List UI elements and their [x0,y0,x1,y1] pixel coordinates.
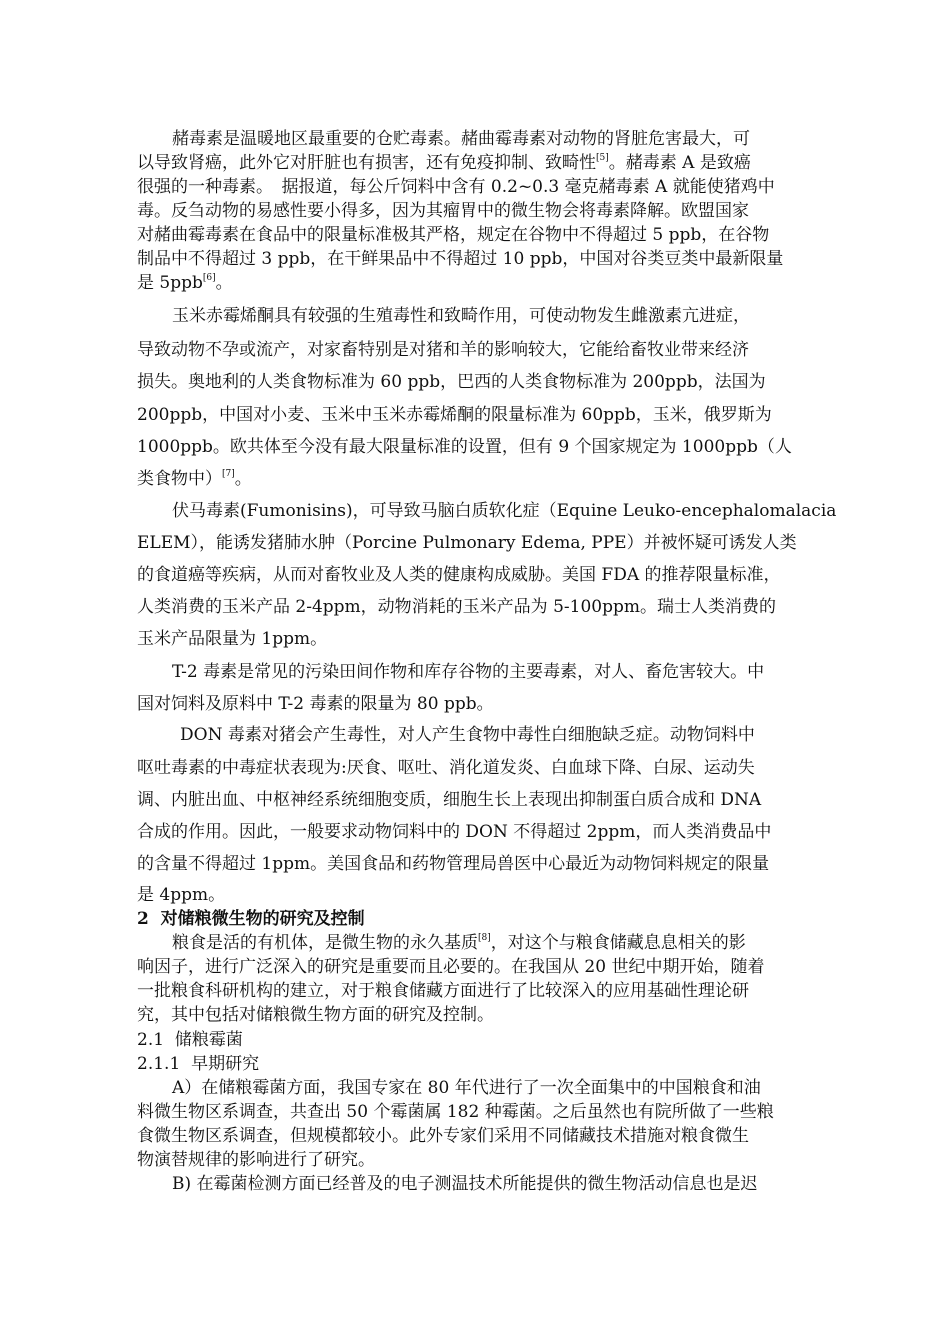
text-line: 导致动物不孕或流产，对家畜特别是对猪和羊的影响较大，它能给畜牧业带来经济 [137,340,749,360]
text-line: 伏马毒素(Fumonisins)，可导致马脑白质软化症（Equine Leuko-encephalomalacia [172,501,837,521]
text-line: 呕吐毒素的中毒症状表现为:厌食、呕吐、消化道发炎、白血球下降、白尿、运动失 [137,758,755,778]
text-line: 一批粮食科研机构的建立，对于粮食储藏方面进行了比较深入的应用基础性理论研 [137,981,749,1001]
text-line: 是 5ppb[6]。 [137,273,233,293]
text-line: T-2 毒素是常见的污染田间作物和库存谷物的主要毒素，对人、畜危害较大。中 [172,662,765,682]
text-line: 类食物中）[7]。 [137,469,252,489]
text-line: 以导致肾癌，此外它对肝脏也有损害，还有免疫抑制、致畸性[5]。赭毒素 A 是致癌 [137,153,751,173]
text-line: 合成的作用。因此，一般要求动物饲料中的 DON 不得超过 2ppm，而人类消费品中 [137,822,772,842]
text-line: 玉米产品限量为 1ppm。 [137,629,328,649]
text-line: 损失。奥地利的人类食物标准为 60 ppb，巴西的人类食物标准为 200ppb，法国为 [137,372,766,392]
citation: [5] [596,153,609,163]
text-line: 人类消费的玉米产品 2-4ppm，动物消耗的玉米产品为 5-100ppm。瑞士人类消费的 [137,597,776,617]
text-line: 200ppb，中国对小麦、玉米中玉米赤霉烯酮的限量标准为 60ppb，玉米，俄罗斯为 [137,405,772,425]
text-line: 的食道癌等疾病，从而对畜牧业及人类的健康构成威胁。美国 FDA 的推荐限量标准， [137,565,781,585]
citation: [8] [478,933,491,943]
text-line: 毒。反刍动物的易感性要小得多，因为其瘤胃中的微生物会将毒素降解。欧盟国家 [137,201,749,221]
text-line: 料微生物区系调查，共查出 50 个霉菌属 182 种霉菌。之后虽然也有院所做了一些粮 [137,1102,774,1122]
text-line: DON 毒素对猪会产生毒性，对人产生食物中毒性白细胞缺乏症。动物饲料中 [180,725,755,745]
text-line: 的含量不得超过 1ppm。美国食品和药物管理局兽医中心最近为动物饲料规定的限量 [137,854,770,874]
text-line: 玉米赤霉烯酮具有较强的生殖毒性和致畸作用，可使动物发生雌激素亢进症， [172,306,750,326]
text-line: 食微生物区系调查，但规模都较小。此外专家们采用不同储藏技术措施对粮食微生 [137,1126,749,1146]
subsection-heading: 2.1.1 早期研究 [137,1054,260,1074]
section-heading: 2 对储粮微生物的研究及控制 [137,909,365,929]
citation: [6] [202,273,216,283]
text-line: 究，其中包括对储粮微生物方面的研究及控制。 [137,1005,494,1025]
text-line: 国对饲料及原料中 T-2 毒素的限量为 80 ppb。 [137,694,494,714]
text-line: 对赭曲霉毒素在食品中的限量标准极其严格，规定在谷物中不得超过 5 ppb，在谷物 [137,225,770,245]
text-line: A）在储粮霉菌方面，我国专家在 80 年代进行了一次全面集中的中国粮食和油 [172,1078,761,1098]
text-line: 很强的一种毒素。 据报道，每公斤饲料中含有 0.2~0.3 毫克赭毒素 A 就能使猪鸡中 [137,177,775,197]
text-line: 物演替规律的影响进行了研究。 [137,1150,375,1170]
subsection-heading: 2.1 储粮霉菌 [137,1030,243,1050]
text-line: 调、内脏出血、中枢神经系统细胞变质，细胞生长上表现出抑制蛋白质合成和 DNA [137,790,762,810]
text-line: 赭毒素是温暖地区最重要的仓贮毒素。赭曲霉毒素对动物的肾脏危害最大，可 [172,129,750,149]
text-line: 是 4ppm。 [137,885,226,905]
text-line: ELEM），能诱发猪肺水肿（Porcine Pulmonary Edema, PPE）并被怀疑可诱发人类 [137,533,797,553]
text-line: 响因子，进行广泛深入的研究是重要而且必要的。在我国从 20 世纪中期开始，随着 [137,957,765,977]
text-line: B) 在霉菌检测方面已经普及的电子测温技术所能提供的微生物活动信息也是迟 [172,1174,758,1194]
text-line: 制品中不得超过 3 ppb，在干鲜果品中不得超过 10 ppb，中国对谷类豆类中最新限量 [137,249,784,269]
citation: [7] [222,469,235,479]
text-line: 1000ppb。欧共体至今没有最大限量标准的设置，但有 9 个国家规定为 1000ppb（人 [137,437,792,457]
text-line: 粮食是活的有机体，是微生物的永久基质[8]，对这个与粮食储藏息息相关的影 [172,933,746,953]
